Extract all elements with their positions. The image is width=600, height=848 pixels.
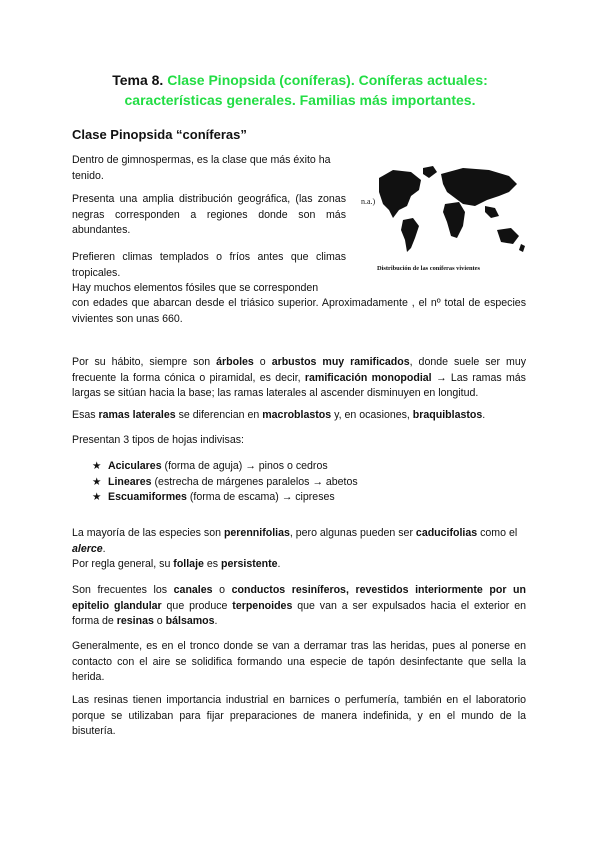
south-america-shape bbox=[401, 218, 419, 252]
list-item: ★ Aciculares (forma de aguja) → pinos o cedros bbox=[92, 459, 358, 475]
southeast-asia-shape bbox=[485, 206, 499, 218]
title-prefix: Tema 8. bbox=[112, 72, 164, 88]
conifer-distribution-map bbox=[359, 160, 531, 274]
eurasia-shape bbox=[441, 168, 517, 206]
intro-paragraph-2: Presenta una amplia distribución geográfica, (las zonas negras corresponden a regiones donde son más abundantes. bbox=[72, 193, 346, 236]
australia-shape bbox=[497, 228, 519, 244]
trunk-paragraph: Generalmente, es en el tronco donde se van a derramar tras las heridas, pues al ponerse en contacto con el aire se solidifica formando una especie de tapón desinfectante que sella la herida. bbox=[72, 640, 526, 683]
map-caption: Distribución de las coníferas vivientes bbox=[377, 265, 480, 272]
branches-paragraph: Esas ramas laterales se diferencian en macroblastos y, en ocasiones, braquiblastos. bbox=[72, 409, 486, 421]
list-item: ★ Escuamiformes (forma de escama) → cipreses bbox=[92, 490, 358, 506]
bold-ramificacion: ramificación monopodial bbox=[304, 371, 432, 384]
intro-paragraph-4b: con edades que abarcan desde el triásico superior. Aproximadamente , el nº total de especies vivientes son unas 660. bbox=[72, 297, 526, 325]
star-bullet-icon: ★ bbox=[92, 475, 102, 488]
intro-paragraph-1: Dentro de gimnospermas, es la clase que más éxito ha tenido. bbox=[72, 154, 331, 182]
section-heading: Clase Pinopsida “coníferas” bbox=[72, 127, 247, 142]
star-bullet-icon: ★ bbox=[92, 460, 102, 472]
resin-paragraph: Son frecuentes los canales o conductos resiníferos, revestidos interiormente por un epitelio glandular que produce terpenoides que van a ser expulsados hacia el exterior en forma de resinas o bálsamos. bbox=[72, 584, 526, 627]
bold-arboles: árboles bbox=[216, 356, 254, 368]
greenland-shape bbox=[423, 166, 437, 178]
leaves-intro: Presentan 3 tipos de hojas indivisas: bbox=[72, 434, 244, 446]
africa-shape bbox=[443, 202, 465, 238]
leaf-types-list bbox=[92, 459, 358, 506]
intro-paragraph-3: Prefieren climas templados o fríos antes que climas tropicales. bbox=[72, 251, 346, 279]
habit-paragraph: Por su hábito, siempre son árboles o arbustos muy ramificados, donde suele ser muy frecuente la forma cónica o piramidal, es decir, ramificación monopodial → Las ramas más largas se sitúan hacia la base; las ramas laterales al ascender disminuyen en longitud. bbox=[72, 356, 527, 399]
world-map-figure bbox=[359, 160, 531, 274]
list-item: ★ Lineares (estrecha de márgenes paralelos → abetos bbox=[92, 475, 358, 491]
bold-arbustos: arbustos muy ramificados bbox=[271, 356, 410, 368]
map-label-na: n.a.) bbox=[361, 197, 376, 206]
uses-paragraph: Las resinas tienen importancia industrial en barnices o perfumería, también en el laboratorio porque se utilizaban para fijar preparaciones de manera indefinida, y en el mundo de la bisutería. bbox=[72, 694, 526, 737]
title-green-line1: Clase Pinopsida (coníferas). Coníferas actuales: bbox=[167, 72, 488, 88]
north-america-shape bbox=[379, 170, 421, 218]
intro-paragraph-4a: Hay muchos elementos fósiles que se corresponden bbox=[72, 282, 319, 294]
foliage-paragraph: La mayoría de las especies son perennifolias, pero algunas pueden ser caducifolias como el alerce. Por regla general, su follaje es persistente. bbox=[72, 527, 518, 570]
title-green-line2: características generales. Familias más importantes. bbox=[124, 92, 476, 108]
star-bullet-icon: ★ bbox=[92, 491, 102, 503]
page-title bbox=[60, 70, 540, 110]
new-zealand-shape bbox=[519, 244, 525, 252]
